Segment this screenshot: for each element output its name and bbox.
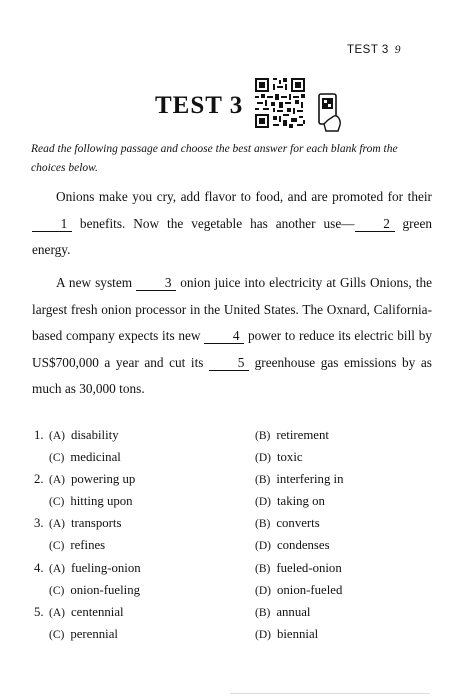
question-4-row-ab <box>34 561 414 583</box>
answer-options <box>34 428 414 649</box>
page-number: 9 <box>394 44 401 56</box>
question-2-row-ab <box>34 472 414 494</box>
phone-icon <box>316 92 342 132</box>
question-4-row-cd <box>34 583 414 605</box>
option-5c[interactable]: (C) perennial <box>49 626 118 641</box>
blank-4: 4 <box>204 329 244 344</box>
option-4d[interactable]: (D) onion-fueled <box>255 582 343 597</box>
passage-text: benefits. Now the vegetable has another use— <box>72 215 355 231</box>
question-number: 2. <box>34 472 44 487</box>
question-3-row-ab <box>34 516 414 538</box>
option-2a[interactable]: (A) powering up <box>49 472 136 487</box>
option-5b[interactable]: (B) annual <box>255 604 311 619</box>
passage-text: power to reduce its electric bill by US$700,000 a year and cut its <box>32 328 432 370</box>
question-number: 4. <box>34 560 44 575</box>
qr-code-icon <box>255 78 305 128</box>
option-2b[interactable]: (B) interfering in <box>255 472 344 487</box>
question-number: 1. <box>34 428 44 442</box>
question-2-row-cd <box>34 494 414 516</box>
passage-paragraph-2 <box>32 270 432 403</box>
option-4b[interactable]: (B) fueled-onion <box>255 560 342 575</box>
option-3a[interactable]: (A) transports <box>49 516 122 531</box>
blank-1: 1 <box>32 217 72 232</box>
option-2d[interactable]: (D) taking on <box>255 494 325 509</box>
option-5d[interactable]: (D) biennial <box>255 626 319 641</box>
question-3-row-cd <box>34 538 414 560</box>
question-1-row-cd <box>34 450 414 472</box>
question-5-row-ab <box>34 605 414 627</box>
page-title: TEST 3 <box>155 92 244 119</box>
question-number: 3. <box>34 516 44 531</box>
blank-2: 2 <box>355 217 395 232</box>
instructions: Read the following passage and choose the best answer for each blank from the choices below. <box>31 143 398 174</box>
footer-rule <box>230 693 430 694</box>
header-section: TEST 3 <box>346 44 389 56</box>
option-1a[interactable]: (A) disability <box>49 428 119 442</box>
passage-text: greenhouse gas emissions by as much as 30,000 tons. <box>32 354 432 396</box>
passage-text: Onions make you cry, add flavor to food, and are promoted for their <box>56 189 432 204</box>
option-1c[interactable]: (C) medicinal <box>49 450 121 465</box>
option-1b[interactable]: (B) retirement <box>255 428 329 442</box>
option-1d[interactable]: (D) toxic <box>255 450 303 465</box>
option-4a[interactable]: (A) fueling-onion <box>49 560 141 575</box>
question-5-row-cd <box>34 627 414 649</box>
option-5a[interactable]: (A) centennial <box>49 604 124 619</box>
page-header <box>347 44 401 56</box>
blank-5: 5 <box>209 356 249 371</box>
passage-text: green energy. <box>32 215 432 257</box>
passage-text: A new system <box>56 275 137 290</box>
option-2c[interactable]: (C) hitting upon <box>49 494 133 509</box>
option-3b[interactable]: (B) converts <box>255 516 320 531</box>
passage-text: onion juice into electricity at Gills Onions, the largest fresh onion processor in the United States. The Oxnard, California-based company expects its new <box>32 275 432 343</box>
option-3c[interactable]: (C) refines <box>49 538 106 553</box>
question-1-row-ab <box>34 428 414 450</box>
passage-paragraph-1 <box>32 184 432 264</box>
option-4c[interactable]: (C) onion-fueling <box>49 582 141 597</box>
blank-3: 3 <box>136 276 176 291</box>
question-number: 5. <box>34 604 44 619</box>
option-3d[interactable]: (D) condenses <box>255 538 330 553</box>
